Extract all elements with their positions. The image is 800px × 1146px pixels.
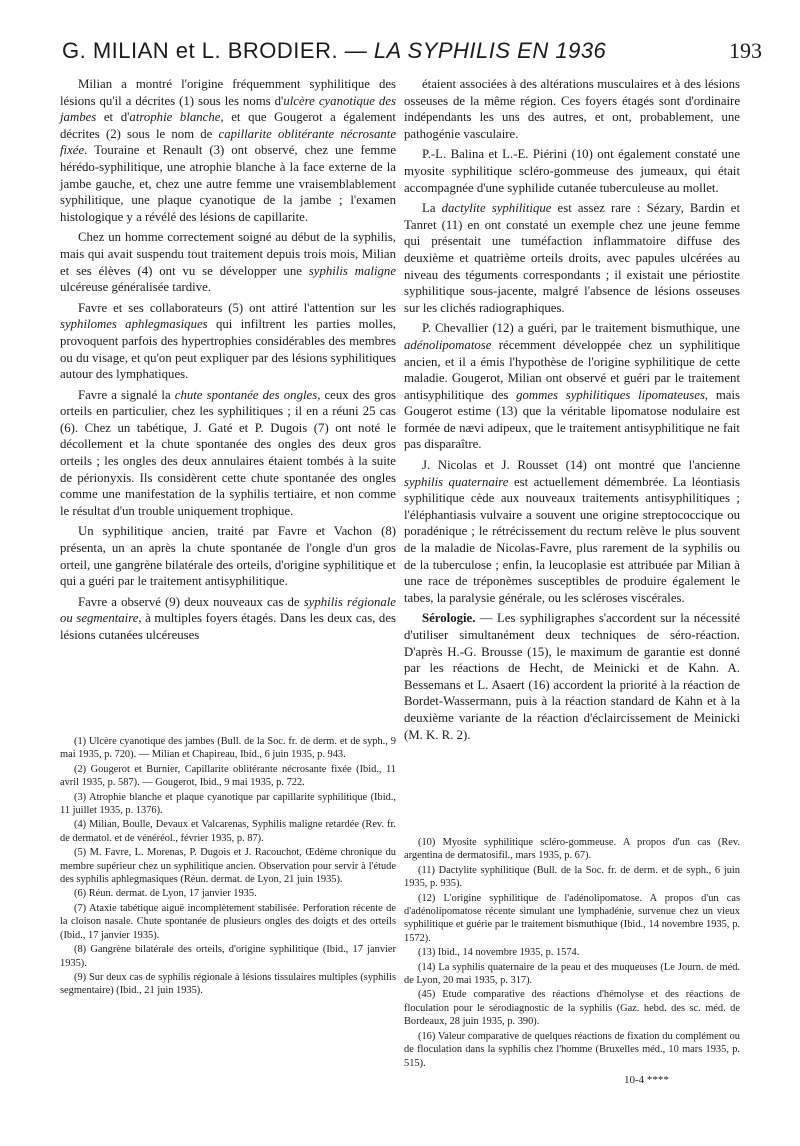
footnote — [60, 791, 396, 818]
body-paragraph — [60, 594, 396, 644]
text-run: Ibid. — [119, 985, 140, 997]
text-run: Favre a signalé la — [78, 387, 175, 402]
footnote — [404, 1030, 740, 1070]
text-run: Milian a montré l'origine fréquemment syphilitique des lésions qu'il a décrites (1) sous les noms d' — [60, 77, 396, 108]
text-run: (1) Ulcère cyanotique des jambes ( — [74, 736, 221, 747]
text-run: (7) Ataxie tabétique aiguë incomplètement stabilisée. Perforation récente de la cloison nasale. Chute spontanée de plusieurs ongles des doigts et des orteils ( — [60, 902, 396, 941]
text-run: Réun. dermat. de Lyon — [88, 888, 184, 900]
footnote — [404, 892, 740, 946]
text-run: Ibid. — [199, 777, 220, 789]
body-paragraph — [404, 610, 740, 743]
text-run: , ceux des gros orteils en particulier, chez les syphilitiques ; il en a réuni 25 cas (6). Chez un tabétique, J. Gaté et P. Dugois (7) ont noté le décollement et la chute spontanée des ongles des deux gros orteils ; les ongles des deux annulaires étaient tombés à la suite de périonyxis. Ils considèrent cette chute spontanée des ongles comme une manifestation de la syphilis tertiaire, et non comme le résultat d'un trouble uniquement trophique. — [60, 387, 396, 518]
text-run: qui infiltrent les parties molles, provoquent parfois des hypertrophies considérables des membres ou du visage, et qu'on peut expliquer par des lésions syphilitiques autour des lymphatiques. — [60, 317, 397, 382]
text-run: (13) — [418, 947, 438, 959]
text-run: syphilis quaternaire — [404, 474, 509, 489]
text-run: Favre et ses collaborateurs (5) ont attiré l'attention sur les — [78, 300, 396, 315]
text-run: , 17 janvier 1935. — [183, 888, 257, 900]
text-run: P. Chevallier (12) a guéri, par le traitement bismuthique, une — [422, 321, 740, 336]
body-paragraph — [404, 457, 740, 606]
text-run: Ibid. — [359, 763, 379, 775]
right-column — [404, 76, 740, 747]
header-dash: — — [338, 38, 374, 63]
text-run: (12) L'origine syphilitique de l'adénolipomatose. A propos d'un cas d'adénolipomatose récente simulant une lymphadénie, survenue chez un vieux syphilitique et guérie par le traitement bismuthique ( — [404, 892, 740, 931]
text-run: . Touraine et Renault (3) ont observé, chez une femme hérédo-syphilitique, une atrophie blanche à la face externe de la jambe gauche, et, chez une autre femme une vraisemblablement syphilitique, une plaque cyanotique de la jambe ; l'examen histologique y a révélé des lésions de capillarite. — [60, 143, 396, 224]
text-run: capillarite oblitérante nécrosante fixée — [60, 126, 397, 158]
footnote — [60, 902, 396, 942]
footnote — [404, 961, 740, 988]
text-run: est actuellement démembrée. La léontiasis syphilitique cède aux nouveaux traitements antisyphilitiques ; l'éléphantiasis vulvaire a souvent une origine streptococcique ou poradénique ; le rétrécissement du rectum relève le plus souvent de la maladie de Nicolas-Favre, plus rarement de la syphilis ou de la tuberculose ; enfin, la leucoplasie est attribuée par Milian à une race de tréponèmes susceptibles de produire également le tabes, la paralysie générale, ou les scléroses viscérales. — [404, 474, 741, 605]
footnote — [60, 763, 396, 790]
text-run: (45) Etude comparative des réactions d'hémolyse et des réactions de floculation pour le sérodiagnostic de la syphilis ( — [404, 989, 740, 1014]
text-run: , 10 mars 1935, p. 515). — [404, 1044, 740, 1069]
text-run: , 21 juin 1935). — [278, 874, 343, 886]
text-run: Bull. de la Soc. fr. de derm. et de syph. — [536, 864, 709, 876]
text-run: J. Nicolas et J. Rousset (14) ont montré que l'ancienne — [422, 458, 740, 473]
text-run: Ibid. — [326, 944, 346, 956]
text-run: — Les syphiligraphes s'accordent sur la nécessité d'utiliser simultanément deux techniques de séro-réaction. D'après H.-G. Brousse (15), le maximum de garantie est donné par les réactions de Hecht, de Meinicki et de Kahn. A. Bessemans et L. Asaert (16) accordent la priorité à la réaction de Bordet-Wassermann, puis à la réaction standard de Kahn et à la deuxième variante de la réaction d'éclaircissement de Meinicki (M. K. R. 2). — [404, 611, 740, 742]
text-run: Bruxelles méd. — [598, 1044, 663, 1056]
page-number: 193 — [729, 38, 762, 63]
text-run: , 14 novembre 1935, p. 1572). — [404, 919, 740, 944]
text-run: adénolipomatose — [404, 337, 492, 352]
text-run: La — [422, 201, 442, 216]
text-run: (14) La syphilis quaternaire de la peau et des muqueuses ( — [418, 961, 664, 973]
text-run: , 9 mai 1935, p. 722. — [219, 777, 305, 789]
text-run: (3) Atrophie blanche et plaque cyanotique par capillarite syphilitique ( — [74, 791, 375, 803]
text-run: , 20 mai 1935, p. 317). — [437, 975, 533, 987]
footnote — [60, 971, 396, 998]
header-authors: G. MILIAN et L. BRODIER. — [62, 38, 339, 63]
text-run: , 17 janvier 1935). — [82, 929, 160, 941]
text-run: , mars 1935, p. 67). — [510, 850, 592, 862]
text-run: Ibid. — [240, 749, 260, 761]
text-run: récemment développée chez un syphilitique ancien, et il a émis l'hypothèse de l'origine syphilitique de cette maladie. Gougerot, Milian ont observé et guéri par le traitement antisyphilitique des — [404, 337, 740, 402]
body-paragraph — [60, 300, 396, 383]
signature-mark: 10-4 **** — [624, 1074, 669, 1086]
running-title — [62, 38, 606, 64]
text-run: syphilomes aphlegmasiques — [60, 317, 208, 332]
text-run: Ibid. — [437, 947, 458, 959]
text-run: (6) — [74, 888, 89, 900]
body-paragraph — [404, 146, 740, 196]
text-run: , 6 juin 1935, p. 943. — [259, 749, 346, 761]
text-run: est assez rare : Sézary, Bardin et Tanret (11) en ont constaté un exemple chez une jeune femme qui présentait une tuméfaction inflammatoire diffuse des deuxième et quatrième orteils droits, avec papules ulcérées au niveau des téguments correspondants ; il existait une périostite syphilitique sous-jacente, malgré l'absence de lésions osseuses sur les clichés radiographiques. — [404, 201, 741, 315]
text-run: Le Journ. de méd. de Lyon — [404, 961, 741, 987]
footnote — [404, 864, 740, 891]
text-run: Chez un homme correctement soigné au début de la syphilis, mais qui avait suspendu tout traitement depuis trois mois, Milian et ses élèves (4) ont vu se développer une — [60, 230, 396, 278]
text-run: (4) Milian, Boulle, Devaux et Valcarenas, Syphilis maligne retardée ( — [74, 819, 366, 831]
text-run: Sérologie. — [422, 611, 476, 626]
footnote — [60, 818, 396, 845]
text-run: Un syphilitique ancien, traité par Favre et Vachon (8) présenta, un an après la chute spontanée de l'ongle d'un gros orteil, une gangrène bilatérale des orteils, d'origine syphilitique et qui a guéri par le traitement antisyphilitique. — [60, 524, 396, 589]
text-run: , et que Gougerot a également décrites (2) sous le nom de — [60, 110, 396, 141]
text-run: (16) Valeur comparative de quelques réactions de fixation du complément ou de floculation dans la syphilis chez l'homme ( — [404, 1030, 740, 1056]
text-run: (11) Dactylite syphilitique ( — [418, 864, 537, 876]
footnote — [404, 836, 740, 863]
footnotes-right — [404, 836, 740, 1071]
body-paragraph — [404, 200, 740, 316]
text-run: , 17 janvier 1935). — [60, 944, 396, 969]
text-run: , 21 juin 1935). — [139, 985, 203, 997]
text-run: Ibid. — [374, 791, 394, 803]
text-run: syphilis maligne — [308, 263, 397, 278]
left-column — [60, 76, 396, 648]
text-run: , à multiples foyers étagés. Dans les deux cas, des lésions cutanées ulcéreuses — [60, 611, 396, 642]
text-run: ulcère cyanotique des jambes — [60, 93, 396, 125]
text-run: atrophie blanche — [129, 110, 221, 125]
text-run: Ibid. — [623, 919, 644, 931]
text-run: (2) Gougerot et Burnier, Capillarite oblitérante nécrosante fixée ( — [74, 763, 360, 775]
text-run: , 14 novembre 1935, p. 1574. — [457, 947, 580, 959]
text-run: , 6 juin 1935, p. 935). — [404, 864, 741, 890]
body-paragraph — [60, 76, 396, 225]
text-run: ulcéreuse généralisée tardive. — [60, 280, 211, 295]
text-run: étaient associées à des altérations musculaires et à des lésions osseuses de la même région. Ces foyers étagés sont d'ordinaire indépendants les uns des autres, et ont, probablement, une pathogénie vasculaire. — [404, 77, 740, 141]
footnote — [60, 846, 396, 886]
body-paragraph — [60, 229, 396, 295]
footnote — [404, 988, 740, 1028]
footnote — [404, 946, 740, 959]
text-run: Réun. dermat. de Lyon — [183, 874, 279, 886]
text-run: , 28 juin 1935, p. 390). — [444, 1016, 540, 1028]
header-journal-title: LA SYPHILIS EN 1936 — [373, 38, 607, 63]
text-run: (5) M. Favre, L. Morenas, P. Dugois et J. Racouchot, Œdème chronique du membre supérieur chez un syphilitique ancien. Observation pour servir à l'étude des syphilis aphlegmasiques ( — [60, 847, 396, 886]
text-run: Gaz. hebd. des sc. méd. de Bordeaux — [404, 1002, 740, 1028]
text-run: Ibid. — [63, 929, 83, 941]
body-paragraph — [60, 523, 396, 589]
text-run: , 11 juillet 1935, p. 1376). — [60, 791, 396, 817]
body-paragraph — [404, 76, 740, 142]
text-run: (10) Myosite syphilitique scléro-gommeuse. A propos d'un cas ( — [418, 837, 722, 848]
footnote — [60, 943, 396, 970]
body-paragraph — [60, 387, 396, 520]
text-run: , février 1935, p. 87). — [175, 832, 264, 844]
text-run: Rev. fr. de dermatol. et de vénéréol. — [60, 819, 396, 844]
text-run: , 9 mai 1935, p. 720). — Milian et Chapireau, — [60, 736, 396, 761]
body-paragraph — [404, 320, 740, 453]
text-run: gommes syphilitiques lipomateuses — [516, 387, 705, 402]
text-run: P.-L. Balina et L.-E. Piérini (10) ont également constaté une myosite syphilitique scléro-gommeuse des jumeaux, qui était accompagnée d'une syphilide cutanée tuberculeuse au mollet. — [404, 147, 740, 195]
text-run: syphilis régionale ou segmentaire — [60, 594, 396, 626]
text-run: chute spontanée des ongles — [174, 387, 318, 402]
footnotes-left — [60, 735, 396, 999]
text-run: Rev. argentina de dermatosifil. — [404, 837, 740, 862]
text-run: dactylite syphilitique — [441, 201, 552, 216]
text-run: , mais Gougerot estime (13) que la véritable lipomatose nodulaire est formée de nævi adipeux, que le traitement antisyphilitique ne fait pas disparaître. — [404, 387, 740, 452]
text-run: (8) Gangrène bilatérale des orteils, d'origine syphilitique ( — [74, 944, 327, 956]
footnote — [60, 735, 396, 762]
text-run: Bull. de la Soc. fr. de derm. et de syph. — [220, 736, 386, 747]
text-run: , 11 avril 1935, p. 587). — Gougerot, — [60, 763, 397, 789]
text-run: (9) Sur deux cas de syphilis régionale à lésions tissulaires multiples (syphilis segmentaire) ( — [60, 971, 396, 997]
footnote — [60, 887, 396, 900]
text-run: et d' — [96, 110, 130, 125]
text-run: Favre a observé (9) deux nouveaux cas de — [78, 594, 304, 609]
